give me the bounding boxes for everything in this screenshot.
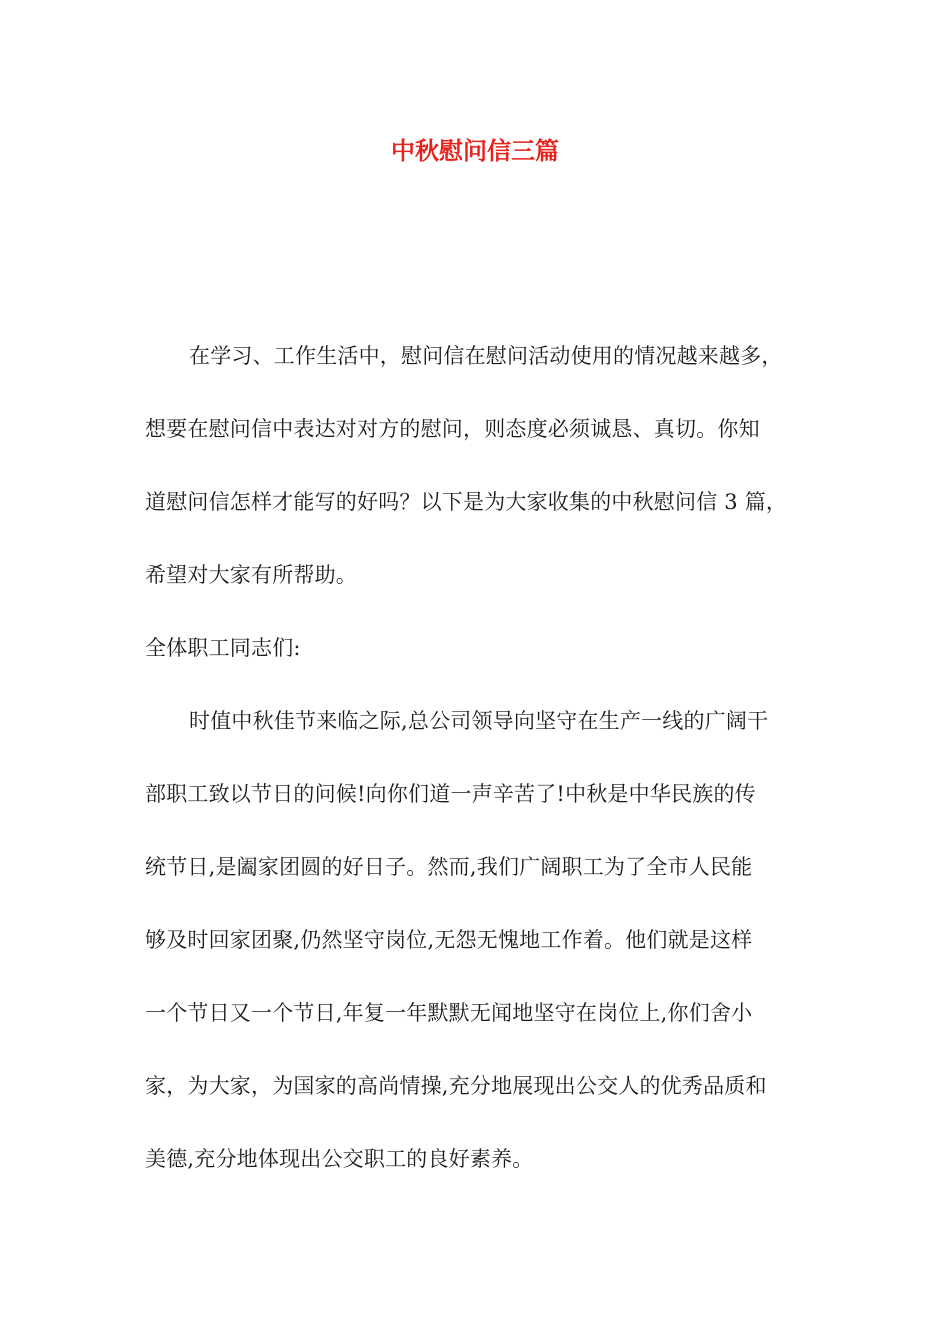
intro-line: 在学习、工作生活中，慰问信在慰问活动使用的情况越来越多， [189, 344, 783, 368]
letter-line: 一个节日又一个节日,年复一年默默无闻地坚守在岗位上,你们舍小 [145, 1001, 753, 1025]
letter-line: 美德,充分地体现出公交职工的良好素养。 [145, 1147, 534, 1171]
intro-line: 道慰问信怎样才能写的好吗？以下是为大家收集的中秋慰问信 3 篇， [145, 490, 788, 514]
letter-line: 家，为大家，为国家的高尚情操,充分地展现出公交人的优秀品质和 [145, 1074, 767, 1098]
document-body [145, 320, 810, 1196]
letter-line: 统节日,是阖家团圆的好日子。然而,我们广阔职工为了全市人民能 [145, 855, 753, 879]
intro-line: 想要在慰问信中表达对对方的慰问，则态度必须诚恳、真切。你知 [145, 417, 760, 441]
salutation: 全体职工同志们: [145, 636, 301, 660]
letter-line: 够及时回家团聚,仍然坚守岗位,无怨无愧地工作着。他们就是这样 [145, 928, 753, 952]
letter-line: 时值中秋佳节来临之际,总公司领导向坚守在生产一线的广阔干 [189, 709, 769, 733]
letter-line: 部职工致以节日的问候!向你们道一声辛苦了!中秋是中华民族的传 [145, 782, 756, 806]
document-title: 中秋慰问信三篇 [391, 136, 559, 165]
intro-line: 希望对大家有所帮助。 [145, 563, 357, 587]
